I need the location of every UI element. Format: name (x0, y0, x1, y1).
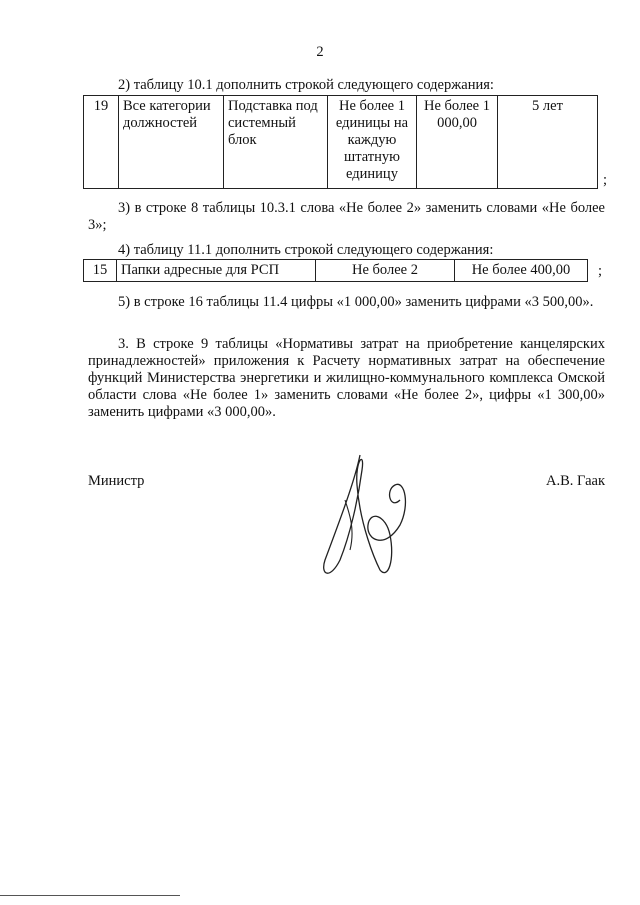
cell-term: 5 лет (498, 96, 598, 189)
signatory-name: А.В. Гаак (546, 473, 605, 489)
page-number: 2 (316, 44, 324, 60)
handwritten-signature (300, 440, 420, 590)
footer-line (0, 895, 180, 896)
cell-item: Папки адресные для РСП (117, 260, 316, 282)
signatory-title: Министр (88, 473, 145, 489)
table-11-1-row (83, 259, 588, 282)
cell-item: Подставка под системный блок (224, 96, 328, 189)
cell-number: 19 (84, 96, 119, 189)
table-1-semicolon: ; (603, 172, 608, 188)
table-row (84, 96, 598, 189)
item-3-text: 3) в строке 8 таблицы 10.3.1 слова «Не более 2» заменить словами «Не более 3»; (88, 200, 605, 233)
section-3-text: 3. В строке 9 таблицы «Нормативы затрат на приобретение канцелярских принадлежностей» приложения к Расчету нормативных затрат на обеспечение функций Министерства энергетики и жилищно-коммунального комплекса Омской области слова «Не более 1» заменить словами «Не более 2», цифры «1 300,00» заменить цифрами «3 000,00». (88, 336, 605, 420)
table-10-1-row (83, 95, 598, 189)
cell-price: Не более 400,00 (455, 260, 588, 282)
table-row (84, 260, 588, 282)
item-5-text: 5) в строке 16 таблицы 11.4 цифры «1 000,00» заменить цифрами «3 500,00». (118, 294, 594, 310)
cell-quantity: Не более 2 (316, 260, 455, 282)
item-4-text: 4) таблицу 11.1 дополнить строкой следующего содержания: (118, 242, 494, 258)
item-2-text: 2) таблицу 10.1 дополнить строкой следующего содержания: (118, 77, 494, 93)
cell-price: Не более 1 000,00 (417, 96, 498, 189)
cell-number: 15 (84, 260, 117, 282)
table-2-semicolon: ; (598, 263, 603, 279)
cell-quantity: Не более 1 единицы на каждую штатную единицу (328, 96, 417, 189)
cell-category: Все категории должностей (119, 96, 224, 189)
